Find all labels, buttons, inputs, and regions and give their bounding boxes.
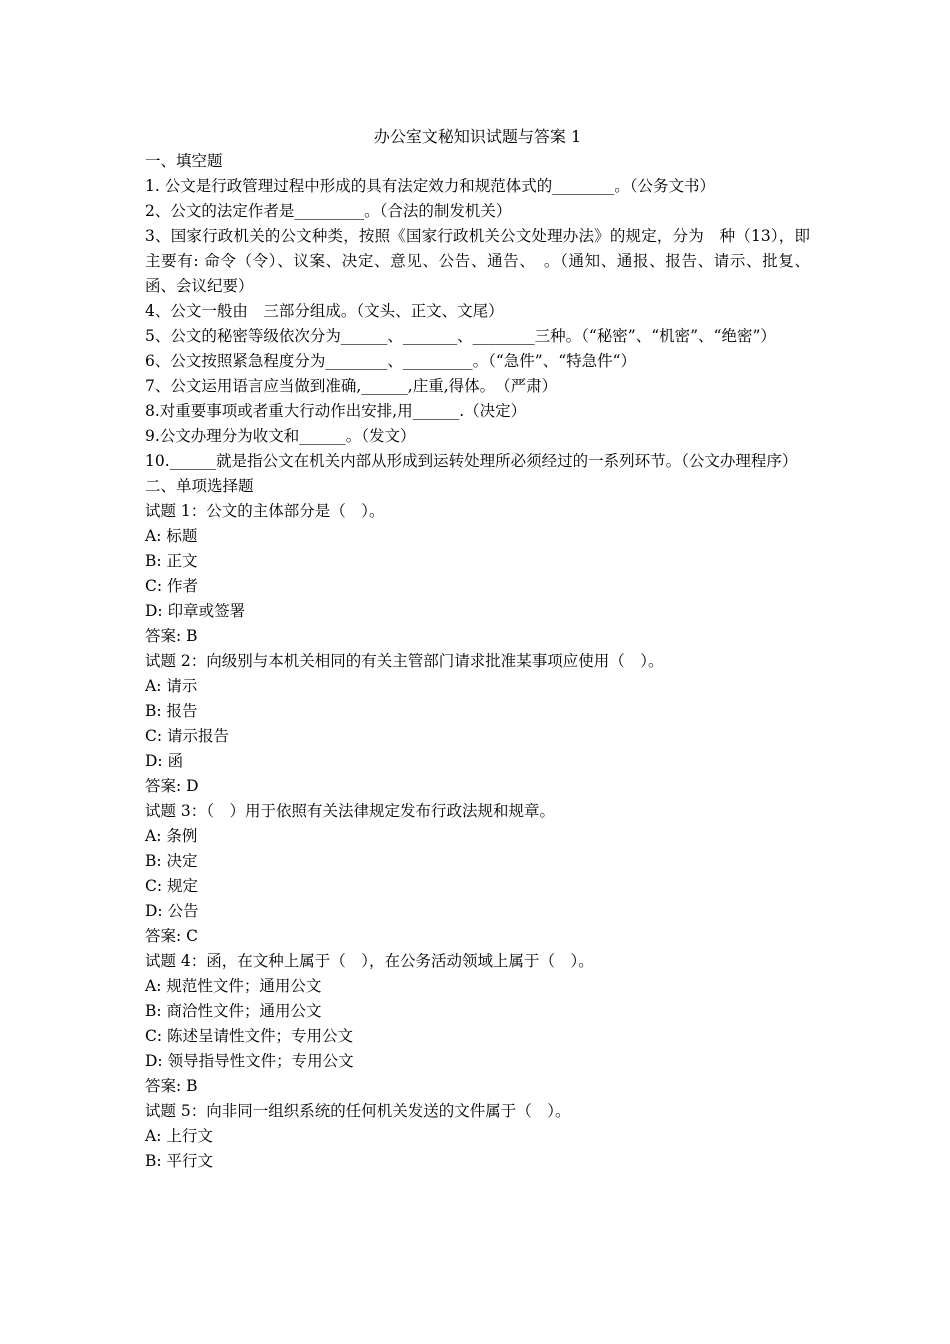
text-line: 6、公文按照紧急程度分为________、_________。（“急件”、“特急件“）	[145, 352, 637, 370]
text-line: B: 报告	[145, 702, 198, 720]
text-line: 2、公文的法定作者是_________。（合法的制发机关）	[145, 202, 512, 220]
text-line: D: 印章或签署	[145, 602, 246, 620]
text-line: 答案: B	[145, 1077, 198, 1095]
text-line: B: 决定	[145, 852, 198, 870]
text-line: B: 正文	[145, 552, 198, 570]
text-line: 5、公文的秘密等级依次分为______、_______、________三种。（“秘密”、“机密”、“绝密”）	[145, 327, 776, 345]
text-line: D: 领导指导性文件；专用公文	[145, 1052, 354, 1070]
text-line: 试题 1：公文的主体部分是（ ）。	[145, 502, 385, 520]
text-line: A: 标题	[145, 527, 198, 545]
text-line: 试题 4：函，在文种上属于（ ），在公务活动领域上属于（ ）。	[145, 952, 594, 970]
text-line: 8.对重要事项或者重大行动作出安排,用______.（决定）	[145, 402, 527, 420]
text-line: 答案: D	[145, 777, 199, 795]
text-line: 9.公文办理分为收文和______。（发文）	[145, 427, 416, 445]
text-line: 答案: B	[145, 627, 198, 645]
text-line: B: 商洽性文件；通用公文	[145, 1002, 322, 1020]
text-line: A: 上行文	[145, 1127, 213, 1145]
text-line: 答案: C	[145, 927, 199, 945]
text-line: A: 请示	[145, 677, 198, 695]
document-page	[145, 124, 810, 1174]
document-body	[145, 149, 810, 1174]
text-line: 4、公文一般由 三部分组成。（文头、正文、文尾）	[145, 302, 504, 320]
text-line: C: 作者	[145, 577, 199, 595]
text-line: A: 规范性文件；通用公文	[145, 977, 322, 995]
text-line: B: 平行文	[145, 1152, 214, 1170]
text-line: 3、国家行政机关的公文种类，按照《国家行政机关公文处理办法》的规定，分为 种（13），即主要有: 命令（令）、议案、决定、意见、公告、通告、 。（通知、通报、报告、请示、批复、函、会议纪要）	[145, 227, 810, 295]
text-line: C: 陈述呈请性文件；专用公文	[145, 1027, 354, 1045]
text-line: C: 请示报告	[145, 727, 230, 745]
text-line: 试题 5：向非同一组织系统的任何机关发送的文件属于（ ）。	[145, 1102, 571, 1120]
text-line: D: 函	[145, 752, 184, 770]
text-line: 试题 2：向级别与本机关相同的有关主管部门请求批准某事项应使用（ ）。	[145, 652, 664, 670]
text-line: 7、公文运用语言应当做到准确,______,庄重,得体。 （严肃）	[145, 377, 558, 395]
text-line: 一、填空题	[145, 152, 223, 170]
text-line: 二、单项选择题	[145, 477, 254, 495]
text-line: A: 条例	[145, 827, 198, 845]
document-title: 办公室文秘知识试题与答案 1	[373, 127, 582, 146]
text-line: 1. 公文是行政管理过程中形成的具有法定效力和规范体式的________。（公务文书）	[145, 177, 715, 195]
text-line: 试题 3：（ ）用于依照有关法律规定发布行政法规和规章。	[145, 802, 556, 820]
text-line: C: 规定	[145, 877, 199, 895]
text-line: D: 公告	[145, 902, 199, 920]
text-line: 10.______就是指公文在机关内部从形成到运转处理所必须经过的一系列环节。（公文办理程序）	[145, 452, 798, 470]
